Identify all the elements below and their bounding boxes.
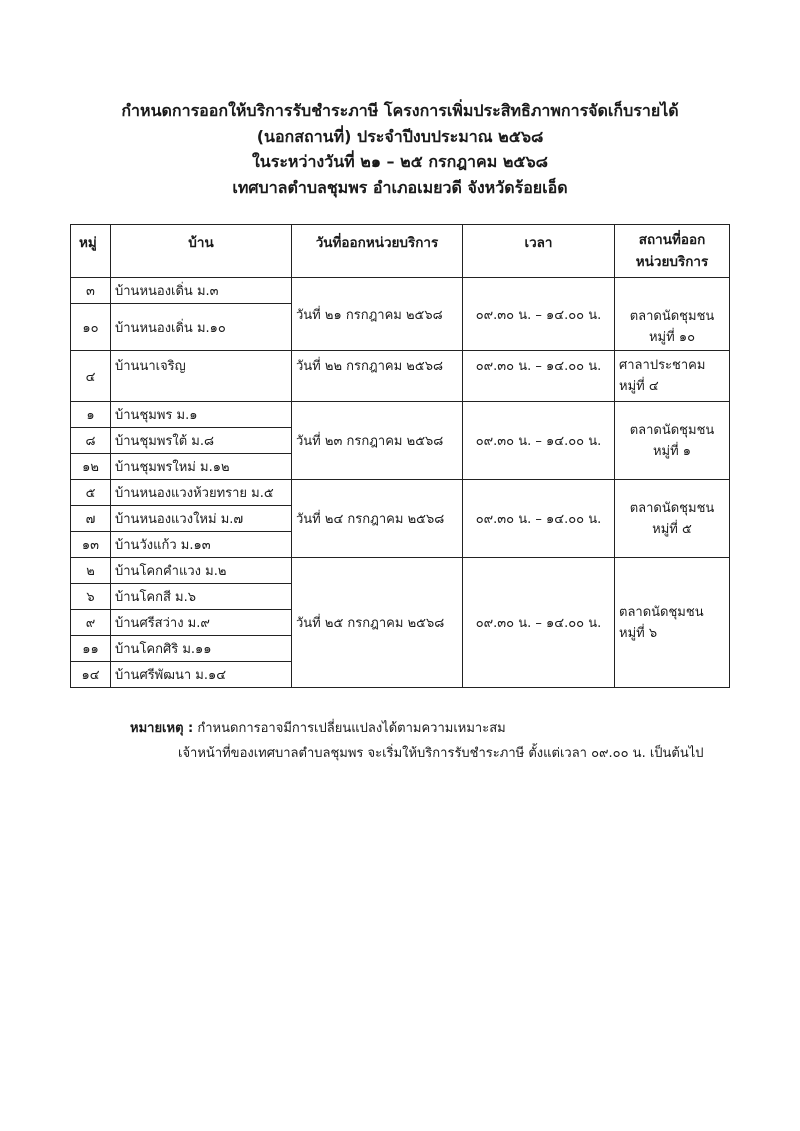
cell-place bbox=[615, 278, 730, 351]
place-line-1: ตลาดนัดชุมชน bbox=[629, 500, 715, 516]
table-row bbox=[71, 402, 730, 428]
cell-mu: ๔ bbox=[71, 351, 111, 402]
cell-place bbox=[615, 402, 730, 480]
table-row bbox=[71, 558, 730, 584]
cell-mu: ๙ bbox=[71, 610, 111, 636]
cell-time: ๐๙.๓๐ น. – ๑๔.๐๐ น. bbox=[463, 558, 615, 688]
place-line-2: หมู่ที่ ๑๐ bbox=[648, 330, 696, 345]
note-line-2: เจ้าหน้าที่ของเทศบาลตำบลชุมพร จะเริ่มให้บริการรับชำระภาษี ตั้งแต่เวลา ๐๙.๐๐ น. เป็นต้นไป bbox=[178, 746, 704, 761]
cell-mu: ๓ bbox=[71, 278, 111, 304]
cell-date: วันที่ ๒๔ กรกฎาคม ๒๕๖๘ bbox=[292, 480, 463, 558]
cell-mu: ๑๒ bbox=[71, 454, 111, 480]
place-line-1: ตลาดนัดชุมชน bbox=[629, 422, 715, 438]
cell-time: ๐๙.๓๐ น. – ๑๔.๐๐ น. bbox=[463, 278, 615, 351]
cell-mu: ๘ bbox=[71, 428, 111, 454]
table-row bbox=[71, 278, 730, 304]
title-line-2: (นอกสถานที่) ประจำปีงบประมาณ ๒๕๖๘ bbox=[256, 126, 544, 146]
cell-time: ๐๙.๓๐ น. – ๑๔.๐๐ น. bbox=[463, 480, 615, 558]
place-line-2: หมู่ที่ ๖ bbox=[619, 625, 658, 641]
cell-ban: บ้านชุมพรใหม่ ม.๑๒ bbox=[111, 454, 292, 480]
header-place-line-1: สถานที่ออก bbox=[638, 232, 706, 248]
cell-ban: บ้านชุมพร ม.๑ bbox=[111, 402, 292, 428]
cell-mu: ๑ bbox=[71, 402, 111, 428]
cell-ban: บ้านหนองเดิ่น ม.๑๐ bbox=[111, 304, 292, 351]
cell-ban: บ้านหนองแวงใหม่ ม.๗ bbox=[111, 506, 292, 532]
cell-ban: บ้านศรีพัฒนา ม.๑๔ bbox=[111, 662, 292, 688]
cell-ban: บ้านโคกคำแวง ม.๒ bbox=[111, 558, 292, 584]
cell-ban: บ้านโคกสี ม.๖ bbox=[111, 584, 292, 610]
note-line-1-wrap bbox=[130, 716, 506, 741]
cell-ban: บ้านชุมพรใต้ ม.๘ bbox=[111, 428, 292, 454]
note-label: หมายเหตุ : bbox=[130, 721, 194, 736]
header-place-line-2: หน่วยบริการ bbox=[635, 254, 709, 270]
schedule-table bbox=[70, 224, 730, 688]
cell-mu: ๑๑ bbox=[71, 636, 111, 662]
cell-date: วันที่ ๒๒ กรกฎาคม ๒๕๖๘ bbox=[292, 351, 463, 402]
cell-ban: บ้านวังแก้ว ม.๑๓ bbox=[111, 532, 292, 558]
table-header-row bbox=[71, 225, 730, 278]
table-row bbox=[71, 480, 730, 506]
cell-ban: บ้านหนองแวงห้วยทราย ม.๕ bbox=[111, 480, 292, 506]
place-line-2: หมู่ที่ ๔ bbox=[619, 379, 659, 394]
cell-mu: ๕ bbox=[71, 480, 111, 506]
note-line-1: กำหนดการอาจมีการเปลี่ยนแปลงได้ตามความเหมาะสม bbox=[197, 721, 506, 736]
header-time: เวลา bbox=[463, 225, 615, 278]
cell-mu: ๖ bbox=[71, 584, 111, 610]
cell-mu: ๒ bbox=[71, 558, 111, 584]
cell-mu: ๗ bbox=[71, 506, 111, 532]
cell-time: ๐๙.๓๐ น. – ๑๔.๐๐ น. bbox=[463, 351, 615, 402]
cell-place bbox=[615, 558, 730, 688]
cell-date: วันที่ ๒๓ กรกฎาคม ๒๕๖๘ bbox=[292, 402, 463, 480]
cell-ban: บ้านนาเจริญ bbox=[111, 351, 292, 402]
place-line-2: หมู่ที่ ๑ bbox=[652, 443, 692, 459]
cell-ban: บ้านศรีสว่าง ม.๙ bbox=[111, 610, 292, 636]
cell-mu: ๑๔ bbox=[71, 662, 111, 688]
cell-mu: ๑๓ bbox=[71, 532, 111, 558]
place-line-1: ตลาดนัดชุมชน bbox=[629, 309, 715, 324]
title-line-1: กำหนดการออกให้บริการรับชำระภาษี โครงการเพิ่มประสิทธิภาพการจัดเก็บรายได้ bbox=[121, 101, 679, 120]
cell-ban: บ้านโคกศิริ ม.๑๑ bbox=[111, 636, 292, 662]
place-line-1: ศาลาประชาคม bbox=[619, 358, 706, 373]
table-row bbox=[71, 351, 730, 402]
cell-time: ๐๙.๓๐ น. – ๑๔.๐๐ น. bbox=[463, 402, 615, 480]
title-line-3: ในระหว่างวันที่ ๒๑ – ๒๕ กรกฎาคม ๒๕๖๘ bbox=[251, 152, 549, 171]
header-ban: บ้าน bbox=[111, 225, 292, 278]
document-title bbox=[60, 98, 740, 200]
header-date: วันที่ออกหน่วยบริการ bbox=[292, 225, 463, 278]
cell-ban: บ้านหนองเดิ่น ม.๓ bbox=[111, 278, 292, 304]
cell-place bbox=[615, 351, 730, 402]
header-mu: หมู่ bbox=[71, 225, 111, 278]
header-place bbox=[615, 225, 730, 278]
note bbox=[130, 716, 704, 761]
cell-date: วันที่ ๒๕ กรกฎาคม ๒๕๖๘ bbox=[292, 558, 463, 688]
cell-date: วันที่ ๒๑ กรกฎาคม ๒๕๖๘ bbox=[292, 278, 463, 351]
cell-place bbox=[615, 480, 730, 558]
place-line-2: หมู่ที่ ๕ bbox=[652, 521, 692, 537]
cell-mu: ๑๐ bbox=[71, 304, 111, 351]
place-line-1: ตลาดนัดชุมชน bbox=[619, 604, 704, 620]
title-line-4: เทศบาลตำบลชุมพร อำเภอเมยวดี จังหวัดร้อยเอ็ด bbox=[232, 177, 568, 197]
